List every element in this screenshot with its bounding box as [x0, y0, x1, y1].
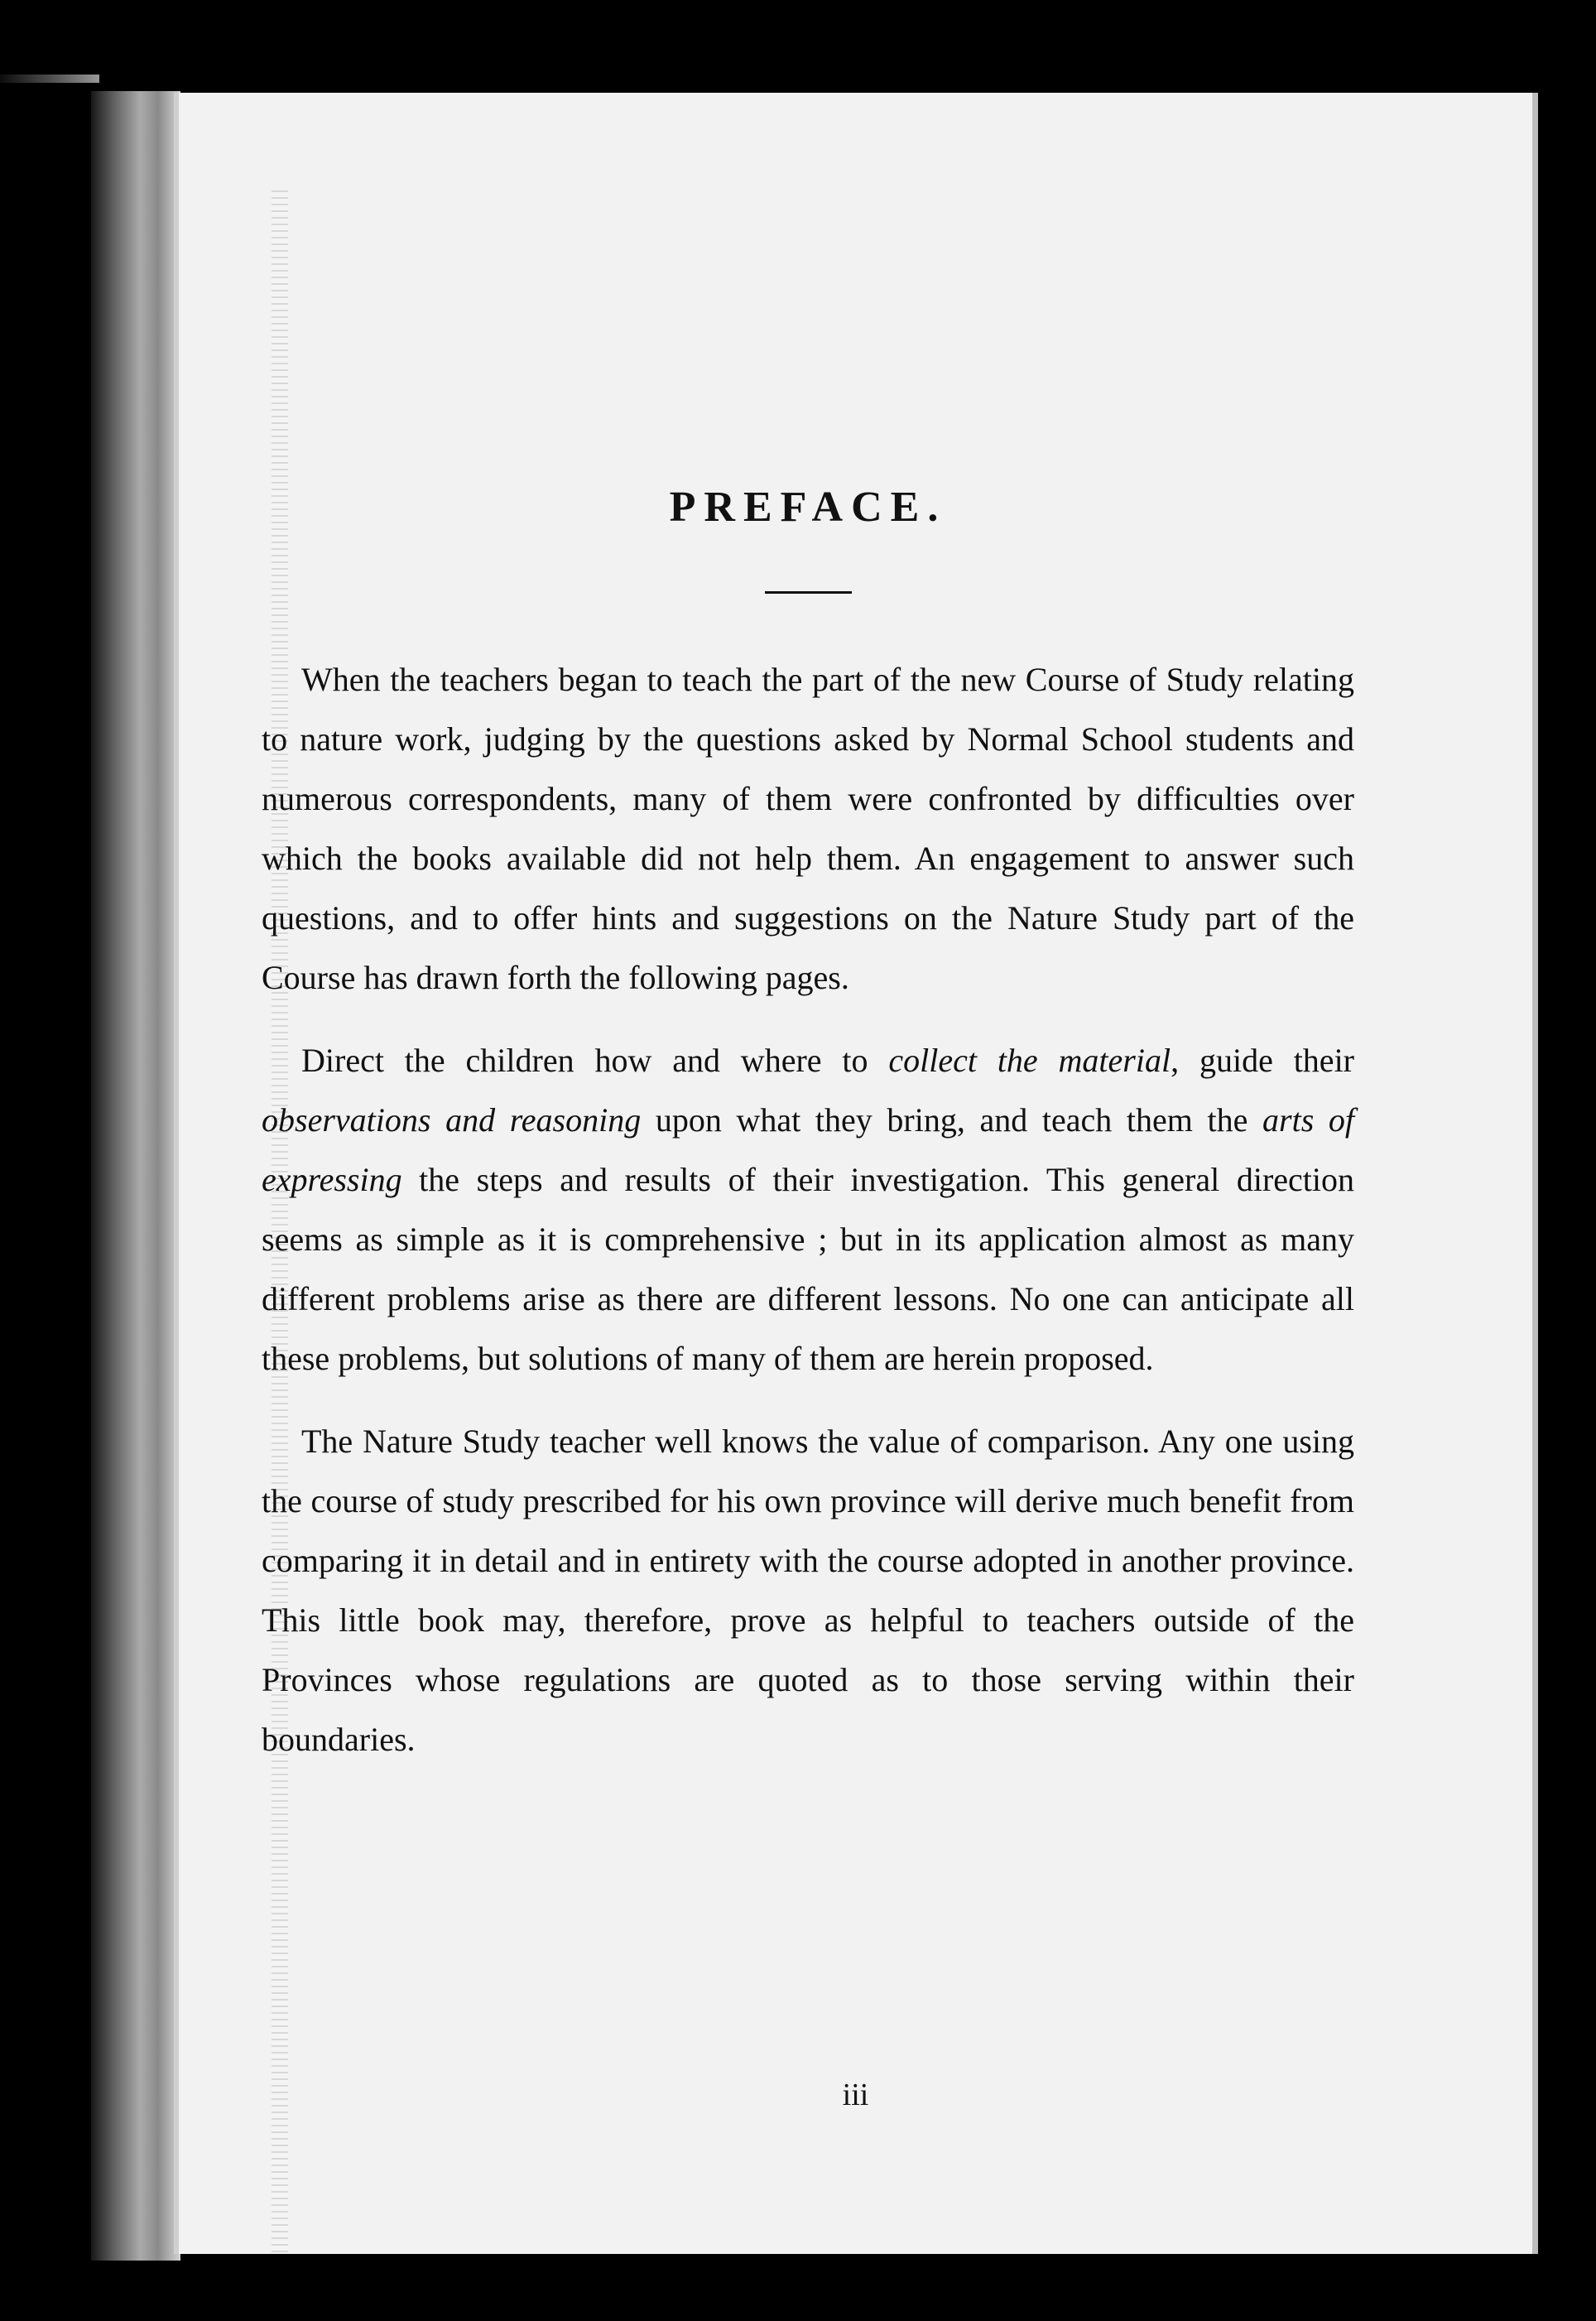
paragraph-2-italic-1: collect the material: [888, 1042, 1171, 1080]
title-rule: [765, 591, 852, 594]
paragraph-3-text: The Nature Study teacher well knows the value of comparison. Any one using the course of study prescribed for his own province will derive much benefit from comparing it in detail and in entirety with the course adopted in another province. This little book may, therefore, prove as helpful to teachers outside of the Provinces whose regulations are quoted as to those serving within their boundaries.: [262, 1423, 1354, 1759]
paragraph-1-text: When the teachers began to teach the part of the new Course of Study relating to nature work, judging by the questions asked by Normal School students and numerous correspondents, many of them were confronted by difficulties over which the books available did not help them. An engagement to answer such questions, and to offer hints and suggestions on the Nature Study part of the Course has drawn forth the following pages.: [262, 661, 1354, 997]
paragraph-2-text-4: the steps and results of their investigation. This general direction seems as simple as it is comprehensive ; but in its application almost as many different problems arise as there are different lessons. No one can anticipate all these problems, but solutions of many of them are herein proposed.: [262, 1161, 1354, 1378]
paragraph-2-text-2: , guide their: [1171, 1042, 1354, 1080]
paragraph-2-italic-2: observations and reasoning: [262, 1101, 642, 1139]
book-spine: [91, 91, 180, 2261]
paragraph-1: [262, 650, 1354, 1008]
page-content: [262, 482, 1354, 1793]
left-edge-strip: [0, 75, 99, 83]
paragraph-2: [262, 1031, 1354, 1389]
paragraph-2-italic-3: arts of expressing: [262, 1101, 1355, 1199]
page-title: PREFACE.: [669, 484, 947, 531]
page-number: iii: [842, 2078, 869, 2112]
paragraph-2-text-3: upon what they bring, and teach them the: [641, 1101, 1263, 1139]
paragraph-3: [262, 1412, 1354, 1770]
paragraph-2-text-1: Direct the children how and where to: [301, 1042, 889, 1080]
page-surface: [174, 93, 1538, 2254]
